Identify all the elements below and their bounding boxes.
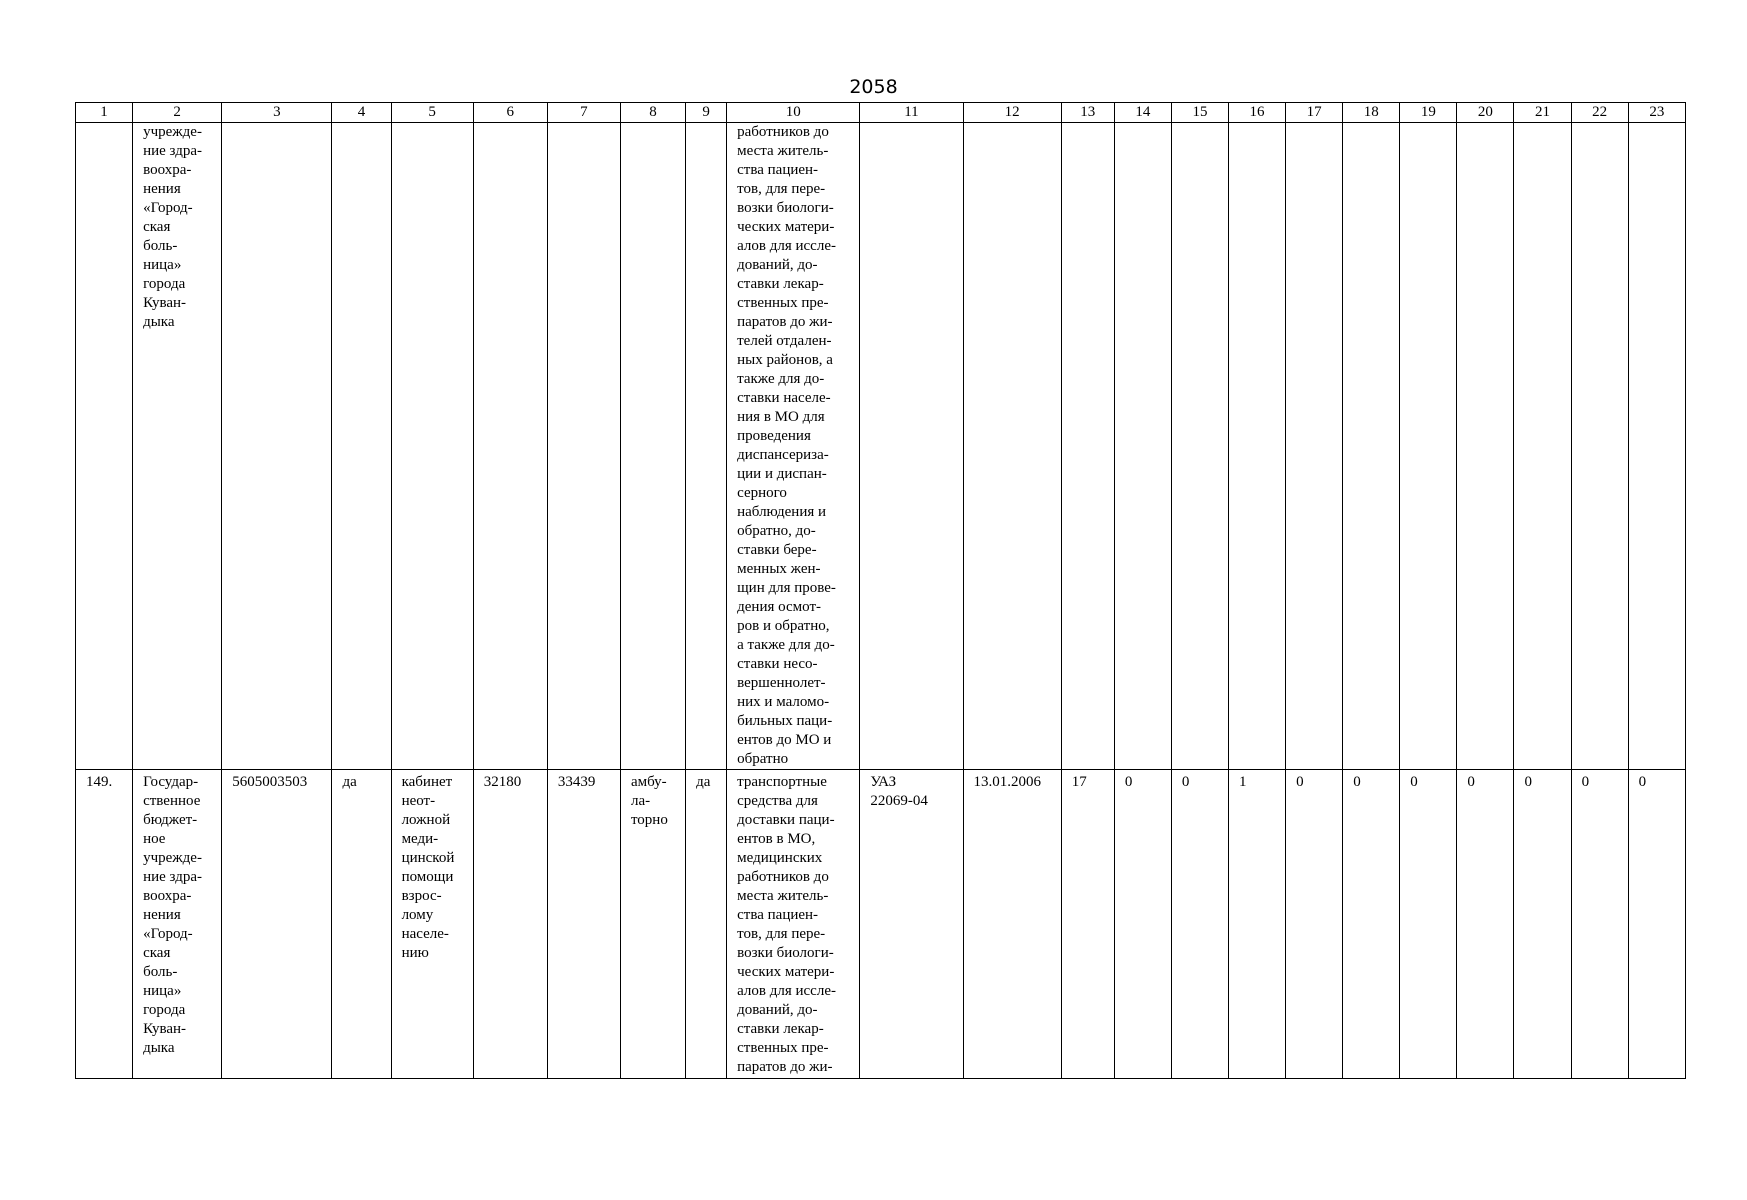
column-number-header bbox=[76, 103, 1686, 123]
column-number: 2 bbox=[133, 103, 222, 123]
table-cell: 13.01.2006 bbox=[963, 770, 1061, 1079]
column-number: 3 bbox=[222, 103, 332, 123]
table-cell bbox=[1571, 123, 1628, 770]
column-number: 15 bbox=[1171, 103, 1228, 123]
table-cell bbox=[391, 123, 473, 770]
table-cell: 0 bbox=[1343, 770, 1400, 1079]
table-cell: амбу- ла- торно bbox=[620, 770, 685, 1079]
column-number: 6 bbox=[473, 103, 547, 123]
table-cell bbox=[1628, 123, 1685, 770]
column-number: 1 bbox=[76, 103, 133, 123]
table-cell bbox=[1400, 123, 1457, 770]
table-cell bbox=[1457, 123, 1514, 770]
table-cell: 0 bbox=[1628, 770, 1685, 1079]
table-cell bbox=[686, 123, 727, 770]
column-number: 5 bbox=[391, 103, 473, 123]
table-cell: 5605003503 bbox=[222, 770, 332, 1079]
column-number: 14 bbox=[1114, 103, 1171, 123]
column-number: 12 bbox=[963, 103, 1061, 123]
column-number: 17 bbox=[1286, 103, 1343, 123]
column-number: 18 bbox=[1343, 103, 1400, 123]
table-cell bbox=[1114, 123, 1171, 770]
column-number: 22 bbox=[1571, 103, 1628, 123]
registry-table bbox=[75, 102, 1686, 1079]
table-cell bbox=[860, 123, 963, 770]
table-cell bbox=[1343, 123, 1400, 770]
column-number: 4 bbox=[332, 103, 391, 123]
table-cell: 0 bbox=[1171, 770, 1228, 1079]
table-cell bbox=[473, 123, 547, 770]
table-cell bbox=[76, 123, 133, 770]
page-number: 2058 bbox=[849, 76, 898, 98]
table-cell bbox=[620, 123, 685, 770]
table-cell: да bbox=[332, 770, 391, 1079]
table-cell: Государ- ственное бюджет- ное учрежде- ние здра- воохра- нения «Город- ская боль- ница» города Куван- дыка bbox=[133, 770, 222, 1079]
column-number: 19 bbox=[1400, 103, 1457, 123]
table-cell: да bbox=[686, 770, 727, 1079]
table-row bbox=[76, 123, 1686, 770]
column-number: 9 bbox=[686, 103, 727, 123]
column-number: 10 bbox=[727, 103, 860, 123]
column-number: 23 bbox=[1628, 103, 1685, 123]
table-cell bbox=[547, 123, 620, 770]
table-cell: 0 bbox=[1286, 770, 1343, 1079]
column-number: 13 bbox=[1061, 103, 1114, 123]
table-cell bbox=[963, 123, 1061, 770]
column-number: 16 bbox=[1229, 103, 1286, 123]
table-cell: кабинет неот- ложной меди- цинской помощи взрос- лому населе- нию bbox=[391, 770, 473, 1079]
table-cell bbox=[332, 123, 391, 770]
table-cell: работников до места житель- ства пациен- тов, для пере- возки биологи- ческих матери- алов для иссле- дований, до- ставки лекар- ственных пре- паратов до жи- телей отдален- ных районов, а также для до- ставки населе- ния в МО для проведения диспансериза- ции и диспан- серного наблюдения и обратно, до- ставки бере- менных жен- щин для прове- дения осмот- ров и обратно, а также для до- ставки несо- вершеннолет- них и маломо- бильных паци- ентов до МО и обратно bbox=[727, 123, 860, 770]
table-cell: 1 bbox=[1229, 770, 1286, 1079]
table-cell bbox=[1061, 123, 1114, 770]
column-number: 7 bbox=[547, 103, 620, 123]
table-cell: 149. bbox=[76, 770, 133, 1079]
table-cell: 33439 bbox=[547, 770, 620, 1079]
table-cell bbox=[1514, 123, 1571, 770]
table-row bbox=[76, 770, 1686, 1079]
table-cell: 0 bbox=[1114, 770, 1171, 1079]
table-cell: 32180 bbox=[473, 770, 547, 1079]
table-cell: 0 bbox=[1400, 770, 1457, 1079]
table-cell bbox=[222, 123, 332, 770]
table-cell bbox=[1286, 123, 1343, 770]
table-cell: 0 bbox=[1571, 770, 1628, 1079]
column-number: 21 bbox=[1514, 103, 1571, 123]
table-cell: 0 bbox=[1457, 770, 1514, 1079]
table-cell: 17 bbox=[1061, 770, 1114, 1079]
table-cell: учрежде- ние здра- воохра- нения «Город- ская боль- ница» города Куван- дыка bbox=[133, 123, 222, 770]
table-cell: УАЗ 22069-04 bbox=[860, 770, 963, 1079]
column-number: 8 bbox=[620, 103, 685, 123]
table-cell bbox=[1171, 123, 1228, 770]
table-cell: транспортные средства для доставки паци- ентов в МО, медицинских работников до места житель- ства пациен- тов, для пере- возки биологи- ческих матери- алов для иссле- дований, до- ставки лекар- ственных пре- паратов до жи- bbox=[727, 770, 860, 1079]
column-number: 20 bbox=[1457, 103, 1514, 123]
column-number: 11 bbox=[860, 103, 963, 123]
table-cell bbox=[1229, 123, 1286, 770]
table-cell: 0 bbox=[1514, 770, 1571, 1079]
